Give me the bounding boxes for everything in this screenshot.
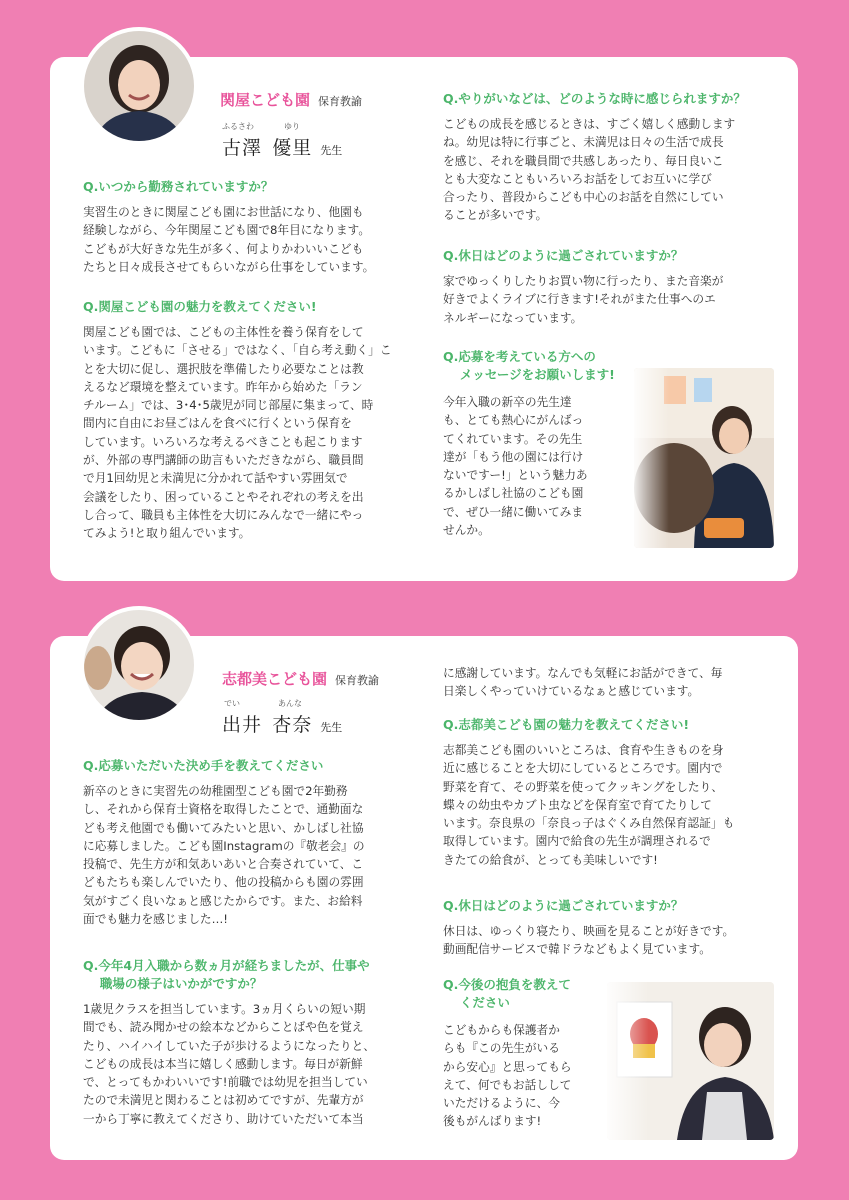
answer-2: 1歳児クラスを担当しています。3ヵ月くらいの短い期 間でも、読み聞かせの絵本などからことばや色を覚え たり、ハイハイしていた子が歩けるようになったりと、 こどもの成長は本当に嬉しく感動します。毎日が新鮮 で、とってもかわいいです!前職では幼児を担当してい たので未満児と関わることは初めてですが、先輩方が 一から丁寧に教えてくださり、助けていただいて本当 <box>83 1002 375 1126</box>
honorific: 先生 <box>320 721 343 734</box>
answer-2: 関屋こども園では、こどもの主体性を養う保育をして います。こどもに「させる」ではなく、「自ら考え動く」こ とを大切に促し、選択肢を準備したり必要なことは教 えるなど環境を整えています。昨年から始めた「ラン チルーム」では、3･4･5歳児が同じ部屋に集まって、時 間内に自由にお昼ごはんを食べに行くという保育を しています。いろいろな考えるべきことも起こります が、外部の専門講師の助言もいただきながら、職員間 で月1回幼児と未満児に分かれて話やすい雰囲気で 会議をしたり、困っていることやそれぞれの考えを出 し合って、職員も主体性を大切にみんなで一緒にやっ てみよう!と取り組んでいます。 <box>83 325 392 541</box>
question-3: Q.志都美こども園の魅力を教えてください! <box>443 717 690 732</box>
question-4: Q.休日はどのように過ごされていますか？ <box>443 248 684 263</box>
role-label: 保育教諭 <box>318 95 363 108</box>
name-given: 優里 <box>272 137 313 159</box>
question-2: Q.関屋こども園の魅力を教えてください! <box>83 299 317 314</box>
answer-4: 休日は、ゆっくり寝たり、映画を見ることが好きです。 動画配信サービスで韓ドラなどもよく見ています。 <box>443 924 735 957</box>
question-3: Q.やりがいなどは、どのような時に感じられますか？ <box>443 91 746 106</box>
answer-3: こどもの成長を感じるときは、すごく嬉しく感動します ね。幼児は特に行事ごと、未満児は日々の生活で成長 を感じ、それを職員間で共感しあったり、毎日良いこ とも大変なこともいろいろお話をしてお互いに学び 合ったり、普段からこども中心のお話を自然にしてい ることが多いです。 <box>443 117 736 223</box>
teacher-name <box>222 122 343 160</box>
name-family: 古澤 <box>222 137 263 159</box>
answer-1: 実習生のときに関屋こども園にお世話になり、他園も 経験しながら、今年関屋こども園で8年目になります。 こどもが大好きな先生が多く、何よりかわいいこども たちと日々成長させてもらいながら仕事をしています。 <box>83 205 375 274</box>
question-1: Q.応募いただいた決め手を教えてください <box>83 758 324 773</box>
teacher-avatar <box>80 27 198 145</box>
teacher-name <box>222 699 343 737</box>
ruby-given: ゆり <box>284 122 300 131</box>
school-name: 関屋こども園 保育教諭 <box>220 91 363 109</box>
role-label: 保育教諭 <box>335 674 380 687</box>
ruby-family: でい <box>224 699 240 708</box>
teacher-avatar <box>80 606 198 724</box>
question-5: Q.今後の抱負を教えて ください <box>443 977 571 1010</box>
answer-3: 志都美こども園のいいところは、食育や生きものを身 近に感じることを大切にしているところです。園内で 野菜を育て、その野菜を使ってクッキングをしたり、 蝶々の幼虫やカブト虫などを保育室で育てたりして います。奈良県の「奈良っ子はぐくみ自然保育認証」も 取得しています。園内で給食の先生が調理されるで きたての給食が、とっても美味しいです! <box>443 743 735 867</box>
ruby-family: ふるさわ <box>222 122 254 131</box>
question-2: Q.今年4月入職から数ヵ月が経ちましたが、仕事や 職場の様子はいかがですか？ <box>83 958 370 991</box>
question-5: Q.応募を考えている方への メッセージをお願いします! <box>443 349 615 382</box>
honorific: 先生 <box>320 144 343 157</box>
answer-1: 新卒のときに実習先の幼稚園型こども園で2年勤務 し、それから保育士資格を取得したことで、通勤面な ども考え他園でも働いてみたいと思い、かしばし社協 に応募しました。こども園Instagramの『敬老会』の 投稿で、先生方が和気あいあいと合奏されていて、こ どもたちも楽しんでいたり、他の投稿からも園の雰囲 気がすごく良いなぁと感じたからです。また、お給料 面でも魅力を感じました…! <box>83 784 365 927</box>
ruby-given: あんな <box>278 699 302 708</box>
answer-2-continued: に感謝しています。なんでも気軽にお話ができて、毎 日楽しくやっていけているなぁと感じています。 <box>443 666 723 699</box>
answer-4: 家でゆっくりしたりお買い物に行ったり、また音楽が 好きでよくライブに行きます!それがまた仕事へのエ ネルギーになっています。 <box>443 274 724 325</box>
answer-5: こどもからも保護者か らも『この先生がいる から安心』と思ってもら えて、何でもお話しして いただけるように、今 後もがんばります! <box>443 1023 572 1129</box>
teacher-photo-classroom <box>634 368 774 548</box>
question-4: Q.休日はどのように過ごされていますか？ <box>443 898 684 913</box>
name-given: 杏奈 <box>272 714 313 736</box>
teacher-photo-reading <box>607 982 774 1140</box>
question-1: Q.いつから勤務されていますか？ <box>83 179 274 194</box>
answer-5: 今年入職の新卒の先生達 も、とても熱心にがんばっ てくれています。その先生 達が「もう他の園には行け ないですー!」という魅力あ るかしばし社協のこども園 で、ぜひ一緒に働いてみま せんか。 <box>443 395 588 538</box>
name-family: 出井 <box>222 714 263 736</box>
school-name: 志都美こども園 保育教諭 <box>222 670 380 688</box>
